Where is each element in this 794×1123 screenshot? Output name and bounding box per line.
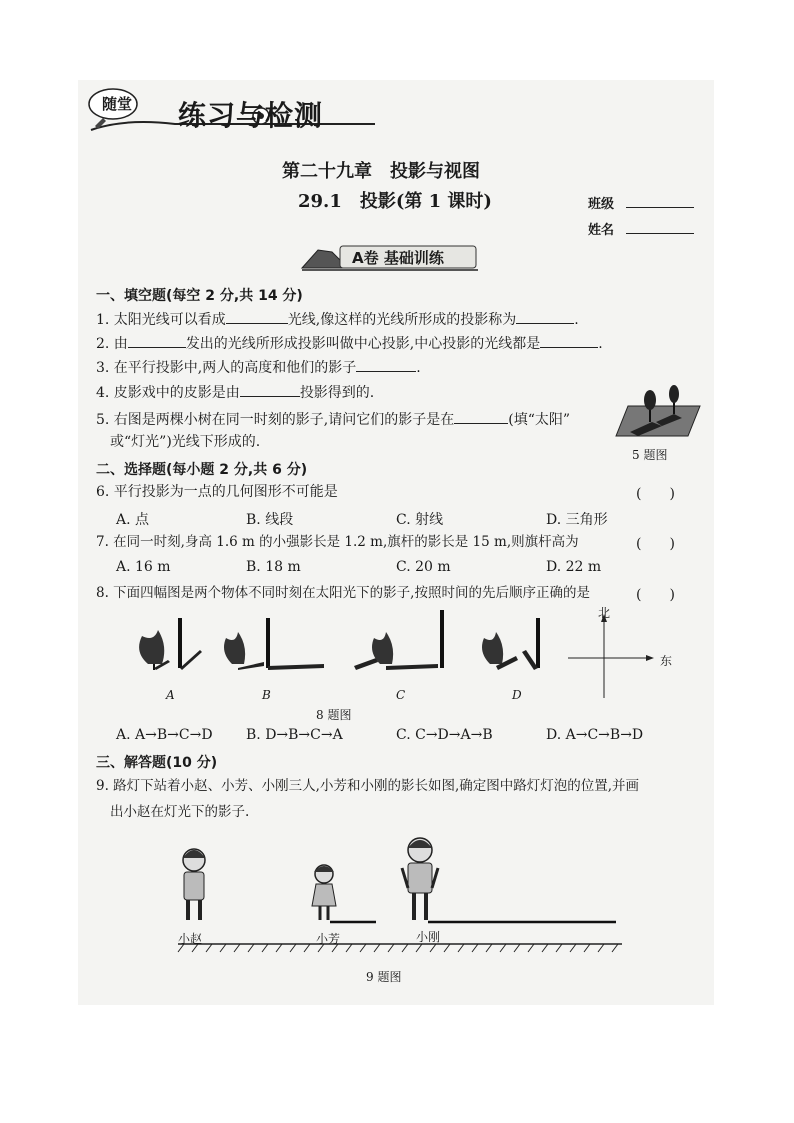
q1-blank-1[interactable]	[226, 309, 288, 324]
compass-diagram	[568, 614, 654, 698]
q6-answer-paren[interactable]: ( )	[636, 486, 675, 502]
person-label-xiaogang: 小刚	[416, 930, 441, 944]
q8-fig-label-d: D	[512, 688, 522, 702]
tree-icon-d	[482, 632, 503, 664]
question-2	[96, 333, 603, 353]
q8-fig-label-b: B	[262, 688, 271, 702]
q2-text-c: .	[598, 336, 603, 352]
pole-shadow-d	[522, 650, 538, 670]
question-3	[96, 357, 421, 377]
q8-panel-c	[354, 610, 442, 670]
compass-east-label: 东	[660, 654, 673, 668]
q8-option-c[interactable]: C. C→D→A→B	[396, 727, 493, 743]
q7-option-b[interactable]: B. 18 m	[246, 559, 301, 575]
section-answer-heading: 三、解答题(10 分)	[96, 755, 218, 771]
q8-figure-caption: 8 题图	[316, 708, 352, 722]
q6-option-d[interactable]: D. 三角形	[546, 512, 608, 528]
question-1	[96, 309, 579, 329]
q6-option-a[interactable]: A. 点	[116, 512, 150, 528]
q8-fig-label-a: A	[166, 688, 175, 702]
q2-text-a: 2. 由	[96, 336, 128, 352]
q8-panel-d	[482, 618, 538, 670]
q5-text-a: 5. 右图是两棵小树在同一时刻的影子,请问它们的影子是在	[96, 412, 455, 428]
header-banner-title: 练习与检测	[178, 99, 324, 132]
q7-option-c[interactable]: C. 20 m	[396, 559, 451, 575]
q4-text-b: 投影得到的.	[299, 385, 375, 401]
question-5	[96, 409, 570, 429]
east-arrow-icon	[646, 655, 654, 661]
question-9-line-2: 出小赵在灯光下的影子.	[110, 804, 250, 820]
q5-figure	[612, 380, 704, 442]
q3-text-b: .	[416, 360, 421, 376]
q1-blank-2[interactable]	[516, 309, 574, 324]
q1-text-b: 光线,像这样的光线所形成的投影称为	[287, 312, 517, 328]
q8-panel-a	[139, 618, 202, 670]
name-label: 姓名	[588, 223, 615, 238]
q3-text-a: 3. 在平行投影中,两人的高度和他们的影子	[96, 360, 357, 376]
name-field[interactable]	[626, 233, 694, 234]
section-choice-heading: 二、选择题(每小题 2 分,共 6 分)	[96, 462, 308, 478]
q6-option-c[interactable]: C. 射线	[396, 512, 444, 528]
question-9-line-1: 9. 路灯下站着小赵、小芳、小刚三人,小芳和小刚的影长如图,确定图中路灯灯泡的位置,并画	[96, 778, 640, 794]
pole-shadow-a	[180, 650, 202, 670]
compass-north-label: 北	[598, 606, 611, 620]
person-label-xiaofang: 小芳	[316, 932, 341, 946]
person-xiaozhao-icon	[183, 849, 205, 920]
tree-shadow-c	[354, 658, 378, 670]
q5-text-c: 或“灯光”)光线下形成的.	[110, 434, 261, 450]
q5-blank-1[interactable]	[454, 409, 508, 424]
question-4	[96, 382, 374, 402]
person-xiaofang-icon	[312, 865, 336, 920]
tree-icon-a	[139, 630, 164, 664]
class-label: 班级	[588, 197, 615, 212]
question-7: 7. 在同一时刻,身高 1.6 m 的小强影长是 1.2 m,旗杆的影长是 15 m,则旗杆高为	[96, 534, 579, 550]
q1-text-c: .	[574, 312, 579, 328]
q8-option-a[interactable]: A. A→B→C→D	[116, 727, 213, 743]
tree-icon-b	[224, 632, 245, 664]
question-6: 6. 平行投影为一点的几何图形不可能是	[96, 484, 338, 500]
ground-line	[178, 944, 622, 952]
header-badge: 随堂	[102, 95, 133, 113]
q8-panel-b	[224, 618, 324, 670]
pole-shadow-b	[268, 664, 324, 670]
q5-text-b: (填“太阳”	[508, 412, 571, 428]
ground-plane	[616, 406, 700, 436]
q4-text-a: 4. 皮影戏中的皮影是由	[96, 385, 240, 401]
q7-option-a[interactable]: A. 16 m	[116, 559, 171, 575]
q5-figure-caption: 5 题图	[632, 448, 668, 462]
q9-figure	[170, 830, 630, 954]
q8-fig-label-c: C	[396, 688, 406, 702]
q2-blank-2[interactable]	[540, 333, 598, 348]
lesson-title: 29.1 投影(第 1 课时)	[298, 191, 492, 212]
q2-blank-1[interactable]	[128, 333, 186, 348]
q4-blank-1[interactable]	[240, 382, 300, 397]
class-field[interactable]	[626, 207, 694, 208]
q7-option-d[interactable]: D. 22 m	[546, 559, 602, 575]
q8-option-d[interactable]: D. A→C→B→D	[546, 727, 644, 743]
section-fill-heading: 一、填空题(每空 2 分,共 14 分)	[96, 288, 303, 304]
q2-text-b: 发出的光线所形成投影叫做中心投影,中心投影的光线都是	[185, 336, 541, 352]
person-label-xiaozhao: 小赵	[178, 932, 203, 946]
q9-figure-caption: 9 题图	[366, 970, 402, 984]
question-8: 8. 下面四幅图是两个物体不同时刻在太阳光下的影子,按照时间的先后顺序正确的是	[96, 585, 590, 601]
q8-answer-paren[interactable]: ( )	[636, 587, 675, 603]
level-banner: A卷 基础训练	[352, 249, 444, 267]
q8-option-b[interactable]: B. D→B→C→A	[246, 727, 343, 743]
q3-blank-1[interactable]	[356, 357, 416, 372]
q7-answer-paren[interactable]: ( )	[636, 536, 675, 552]
q6-option-b[interactable]: B. 线段	[246, 512, 294, 528]
pole-shadow-c	[386, 664, 438, 670]
q1-text-a: 1. 太阳光线可以看成	[96, 312, 226, 328]
person-xiaogang-icon	[402, 838, 438, 920]
chapter-title: 第二十九章 投影与视图	[282, 161, 480, 182]
